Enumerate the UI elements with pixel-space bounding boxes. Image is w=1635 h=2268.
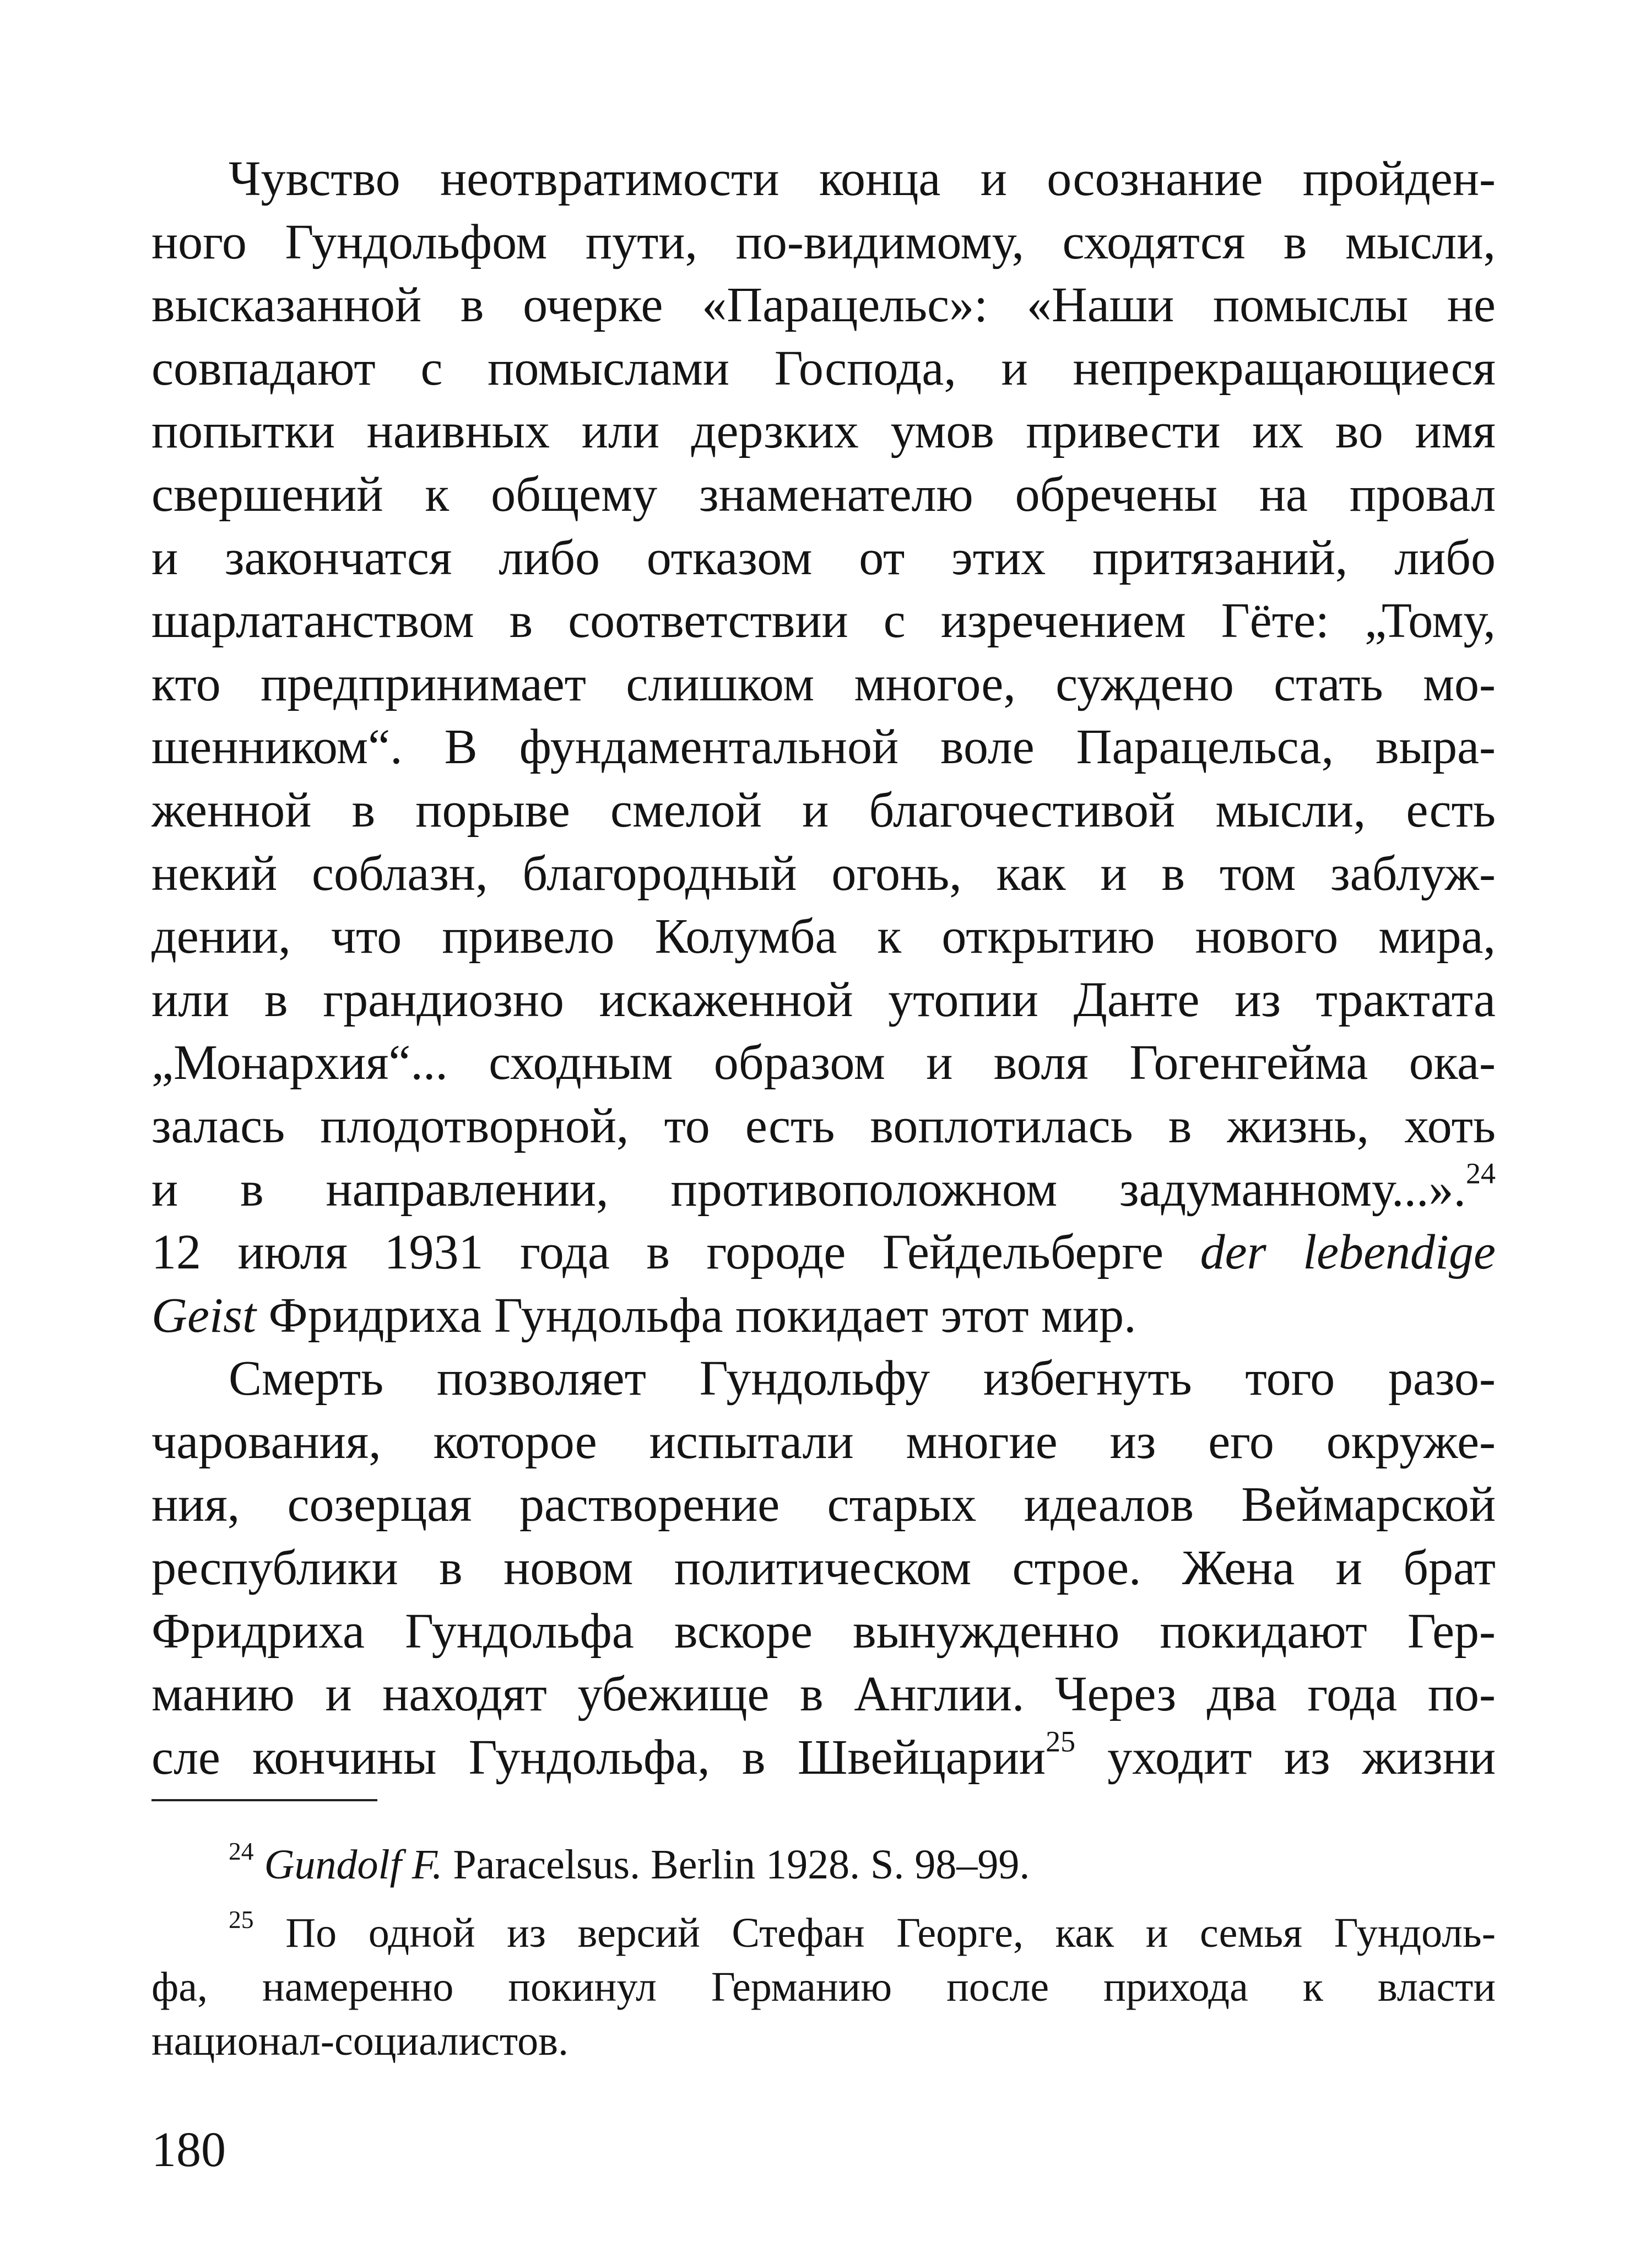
italic-phrase: der lebendige	[1200, 1225, 1496, 1280]
text-line	[151, 1158, 1496, 1222]
text-line: манию и находят убежище в Англии. Через два года по-	[151, 1667, 1496, 1722]
footnote-author: Gundolf F.	[264, 1842, 443, 1888]
footnote-ref-24[interactable]: 24	[1466, 1158, 1496, 1190]
text-segment: уходит из жизни	[1075, 1730, 1496, 1785]
text-line: ного Гундольфом пути, по-видимому, сходятся в мысли,	[151, 214, 1496, 269]
text-line	[151, 1726, 1496, 1790]
text-line: Смерть позволяет Гундольфу избегнуть того разо-	[229, 1351, 1496, 1406]
footnote-number: 25	[229, 1906, 254, 1934]
footnote-25	[151, 1906, 1496, 1960]
text-line: дении, что привело Колумба к открытию нового мира,	[151, 909, 1496, 964]
footnote-text: По одной из версий Стефан Георге, как и семья Гундоль-	[253, 1910, 1496, 1956]
text-line: чарования, которое испытали многие из его окруже-	[151, 1414, 1496, 1469]
text-line: свершений к общему знаменателю обречены на провал	[151, 467, 1496, 522]
text-line: и закончатся либо отказом от этих притязаний, либо	[151, 530, 1496, 585]
footnotes	[151, 1838, 1496, 2068]
text-line: шенником“. В фундаментальной воле Парацельса, выра-	[151, 720, 1496, 775]
footnote-line: национал-социалистов.	[151, 2018, 569, 2064]
main-text	[151, 148, 1496, 1789]
text-segment: сле кончины Гундольфа, в Швейцарии	[151, 1730, 1046, 1785]
page-number: 180	[151, 2123, 226, 2177]
footnote-text: Paracelsus. Berlin 1928. S. 98–99.	[442, 1842, 1030, 1888]
text-line: совпадают с помыслами Господа, и непрекращающиеся	[151, 341, 1496, 396]
text-line: попытки наивных или дерзких умов привести их во имя	[151, 404, 1496, 459]
footnote-ref-25[interactable]: 25	[1046, 1726, 1076, 1758]
text-segment: Фридриха Гундольфа покидает этот мир.	[256, 1288, 1136, 1343]
footnote-number: 24	[229, 1838, 254, 1865]
text-line: кто предпринимает слишком многое, суждено стать мо-	[151, 656, 1496, 711]
text-line: шарлатанством в соответствии с изречением Гёте: „Тому,	[151, 593, 1496, 649]
footnote-line: фа, намеренно покинул Германию после прихода к власти	[151, 1964, 1496, 2010]
text-line: ния, созерцая растворение старых идеалов Веймарской	[151, 1477, 1496, 1532]
text-line: женной в порыве смелой и благочестивой мысли, есть	[151, 782, 1496, 838]
footnote-24	[151, 1838, 1496, 1892]
text-line: некий соблазн, благородный огонь, как и в том заблуж-	[151, 846, 1496, 901]
text-segment: 12 июля 1931 года в городе Гейдельберге	[151, 1225, 1200, 1280]
italic-phrase: Geist	[151, 1288, 256, 1343]
text-line	[151, 1284, 1496, 1348]
text-line: „Монархия“... сходным образом и воля Гогенгейма ока-	[151, 1035, 1496, 1090]
text-line: Фридриха Гундольфа вскоре вынужденно покидают Гер-	[151, 1603, 1496, 1659]
text-line: республики в новом политическом строе. Жена и брат	[151, 1541, 1496, 1596]
footnote-divider	[151, 1799, 377, 1801]
text-line: залась плодотворной, то есть воплотилась в жизнь, хоть	[151, 1098, 1496, 1153]
text-line	[151, 1221, 1496, 1284]
text-segment: и в направлении, противоположном задуманному...».	[151, 1162, 1466, 1217]
text-line: или в грандиозно искаженной утопии Данте из трактата	[151, 972, 1496, 1027]
text-line: Чувство неотвратимости конца и осознание пройден-	[229, 152, 1496, 206]
text-line: высказанной в очерке «Парацельс»: «Наши помыслы не	[151, 278, 1496, 333]
